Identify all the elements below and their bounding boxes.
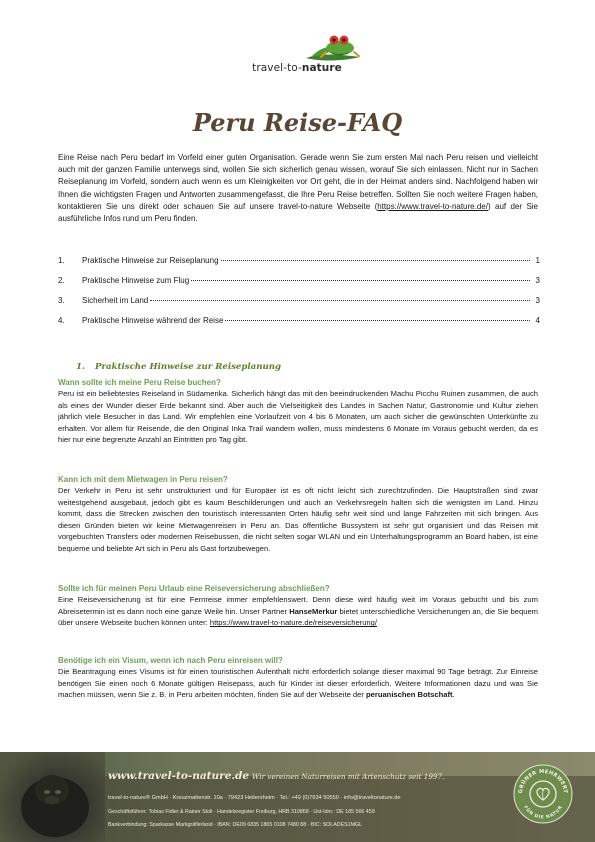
- section-title: Praktische Hinweise zur Reiseplanung: [94, 362, 281, 372]
- toc-page: 1: [535, 256, 540, 265]
- faq-question: Sollte ich für meinen Peru Urlaub eine Reiseversicherung abschließen?: [58, 584, 330, 593]
- faq-question: Kann ich mit dem Mietwagen in Peru reisen?: [58, 475, 228, 484]
- frog-logo-icon: [304, 28, 362, 64]
- embassy-name: peruanischen Botschaft: [366, 690, 453, 700]
- logo-wordmark: travel-to-nature: [252, 62, 342, 74]
- footer-registry: Geschäftsführer: Tobias Fidler & Rainer Stoll · Handelsregister Freiburg, HRB 310868 · Ust-Idnr.: DE 185 566 459: [108, 809, 375, 815]
- faq-item: [58, 655, 538, 701]
- faq-answer: Peru ist ein beliebtestes Reiseland in Südamerika. Sicherlich hängt das mit den beeindruckenden Machu Picchu Ruinen zusammen, die auch als eines der Wunder dieser Erde bekannt sind. Aber auch die Vielseitigkeit des Landes in Sachen Natur, Gastronomie und Kultur ziehen jährlich viele Besucher in das Land. Wir empfehlen eine Vorlaufzeit von 4 bis 6 Monaten, um auch sicher die gewünschten Unterkünfte zu erhalten. Vor allem für Reisende, die den Original Inka Trail wandern wollen, muss mindestens 6 Monate im Voraus gebucht werden, da es hier nur eine begrenzte Anzahl an Eintritten pro Tag gibt.: [58, 389, 538, 445]
- toc-title: Sicherheit im Land: [82, 296, 149, 305]
- toc-title: Praktische Hinweise während der Reise: [82, 316, 224, 325]
- toc-item[interactable]: [58, 256, 540, 276]
- toc-title: Praktische Hinweise zum Flug: [82, 276, 190, 285]
- intro-paragraph: [58, 152, 538, 225]
- faq-answer: Der Verkehr in Peru ist sehr unstrukturiert und für Europäer ist es oft nicht leicht sich zurechtzufinden. Die Hauptstraßen sind zwar weitestgehend ausgebaut, jedoch gibt es kaum Beschilderungen und auch an Verkehrsregeln halten sich die wenigsten im Land. Hinzu kommt, dass die Strecken zwischen den touristisch interessanten Orten häufig sehr weit sind und lange Fahrzeiten mit sich bringen. Aus diesen Gründen bieten wir keine Mietwagenreisen in Peru an. Das öffentliche Bussystem ist sehr gut organisiert und das Reisen mit vorgebuchten Transfers oder modernen Reisebussen, die nicht selten sogar WLAN und ein Unterhaltungsprogramm an Board haben, ist eine bequeme und beliebte Art sich in Peru als Gast fortzubewegen.: [58, 486, 538, 553]
- badge-seal-icon: [512, 763, 574, 825]
- toc-page: 3: [535, 276, 540, 285]
- faq-question: Benötige ich ein Visum, wenn ich nach Peru einreisen will?: [58, 656, 283, 665]
- table-of-contents: [58, 256, 540, 336]
- toc-title: Praktische Hinweise zur Reiseplanung: [82, 256, 219, 265]
- footer-address: travel-to-nature® GmbH · Kreuzmattenstr. 10a · 79423 Heitersheim · Tel.: +49 (0)7634 50550 · info@traveltonature.de: [108, 795, 401, 801]
- faq-item: [58, 583, 538, 629]
- toc-item[interactable]: [58, 276, 540, 296]
- answer-text: Eine Reiseversicherung ist für eine Fernreise immer empfehlenswert. Denn diese wird häufig weit im Voraus gebucht und bis zum Abreisetermin ist es dann noch eine ganze Weile hin. Unser Partner: [58, 595, 538, 616]
- page-title: Peru Reise-FAQ: [192, 108, 403, 137]
- toc-page: 3: [535, 296, 540, 305]
- badge-bottom-text: FÜR DIE NATUR: [522, 805, 564, 821]
- insurance-link[interactable]: https://www.travel-to-nature.de/reiseversicherung/: [209, 618, 377, 628]
- faq-item: [58, 377, 538, 446]
- intro-text-after: ) auf der Sie ausführliche Infos rund um Peru finden.: [58, 201, 539, 224]
- answer-text: bietet unterschiedliche Versicherungen an, die Sie bequem über unsere Webseite buchen können unter:: [58, 606, 539, 628]
- faq-item: [58, 474, 538, 555]
- toc-number: 3.: [58, 296, 65, 305]
- toc-item[interactable]: [58, 316, 540, 336]
- gorilla-silhouette-icon: [0, 752, 105, 842]
- toc-leader: [191, 280, 530, 281]
- partner-name: HanseMerkur: [289, 606, 338, 616]
- website-link[interactable]: https://www.travel-to-nature.de/: [377, 201, 488, 211]
- faq-answer: [58, 594, 538, 629]
- toc-number: 1.: [58, 256, 65, 265]
- toc-leader: [150, 300, 530, 301]
- faq-question: Wann sollte ich meine Peru Reise buchen?: [58, 378, 221, 387]
- toc-leader: [225, 320, 530, 321]
- toc-page: 4: [535, 316, 540, 325]
- footer-banner: [0, 752, 595, 842]
- footer-bank: Bankverbindung: Sparkasse Markgräflerland · IBAN: DE09 6835 1865 0108 7480 88 · BIC: SOLADES1MGL: [108, 822, 363, 828]
- section-heading: [76, 362, 281, 372]
- faq-answer: [58, 666, 538, 701]
- intro-text: Eine Reise nach Peru bedarf im Vorfeld einer guten Organisation. Gerade wenn Sie zum ersten Mal nach Peru reisen und vielleicht auch mit der ganzen Familie unterwegs sind, wollen Sie sich sicherlich genau wissen, worauf Sie sich einlassen. Nicht nur in Sachen Reiseplanung im Vorfeld, sondern auch wenn es um Kleinigkeiten vor Ort geht, die in der Heimat anders sind. Nachfolgend haben wir Ihnen die wichtigsten Fragen und Antworten zusammengefasst, die Ihre Peru Reise betreffen. Sollten Sie noch weitere Fragen haben, kontaktieren Sie uns direkt oder schauen Sie auf unsere travel-to-nature Webseite (: [58, 153, 538, 211]
- section-number: 1.: [76, 362, 85, 372]
- toc-leader: [221, 260, 530, 261]
- badge-top-text: GRÜNER MEHRWERT: [517, 768, 569, 794]
- toc-number: 4.: [58, 316, 65, 325]
- answer-text: Die Beantragung eines Visums ist für einen touristischen Aufenthalt nicht erforderlich solange dieser maximal 90 Tage beträgt. Zur Einreise benötigen Sie einen noch 6 Monate gültigen Reisepass, auch für Kinder ist dieser erforderlich. Weitere Informationen dazu und was Sie machen müssen, wenn Sie z. B. in Peru arbeiten möchten, finden Sie auf der Webseite der: [58, 667, 538, 700]
- footer-website[interactable]: www.travel-to-nature.de: [108, 770, 250, 782]
- green-value-badge: [512, 763, 574, 825]
- toc-number: 2.: [58, 276, 65, 285]
- answer-text: .: [452, 690, 455, 700]
- toc-item[interactable]: [58, 296, 540, 316]
- footer-slogan: Wir vereinen Naturreisen mit Artenschutz seit 1997.: [252, 772, 445, 781]
- gorilla-image: [0, 752, 105, 842]
- company-logo[interactable]: [222, 28, 372, 74]
